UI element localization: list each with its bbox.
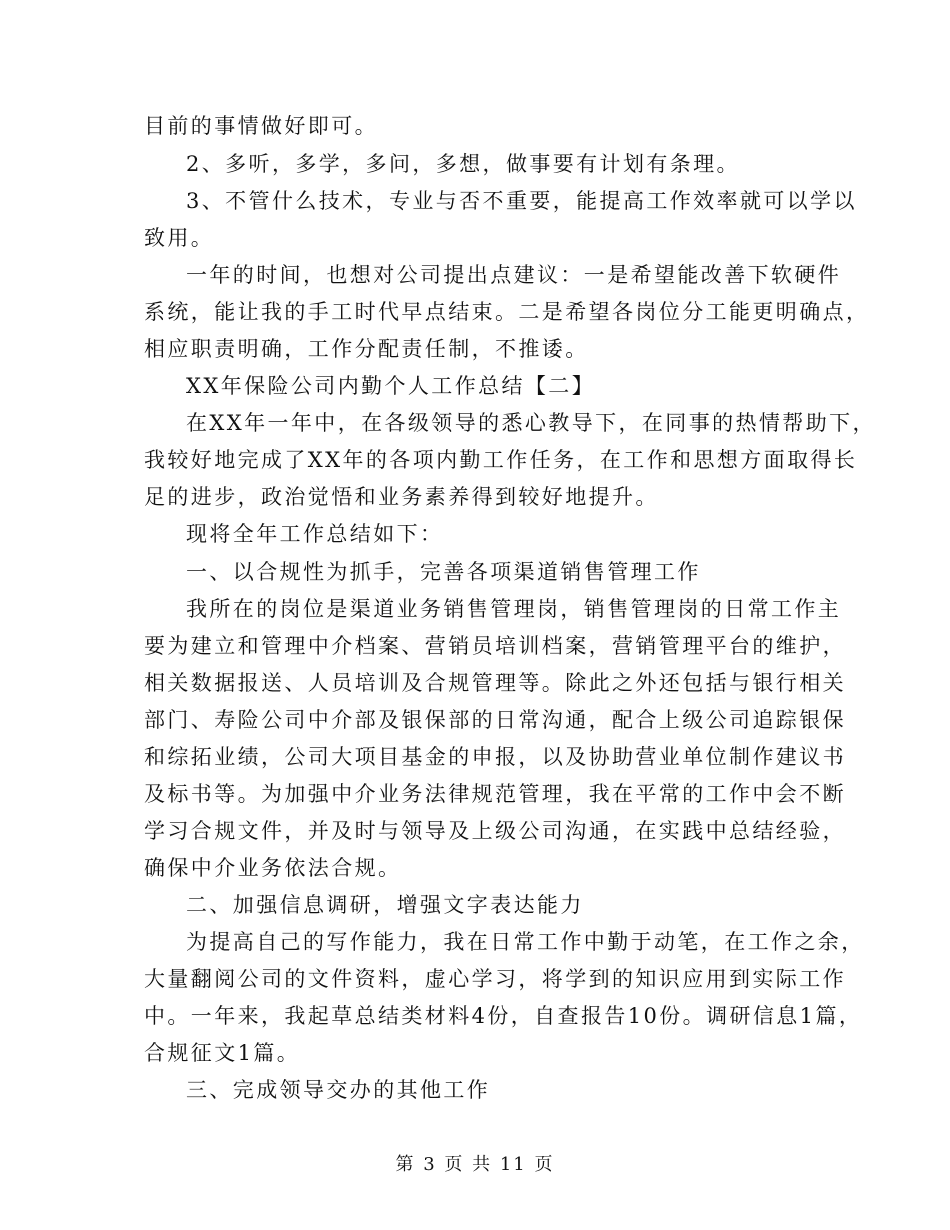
heading-3: 三、完成领导交办的其他工作 — [186, 1078, 491, 1102]
paragraph-line-10: 我较好地完成了XX年的各项内勤工作任务，在工作和思想方面取得长 — [144, 448, 858, 472]
paragraph-line-25: 中。一年来，我起草总结类材料4份，自查报告10份。调研信息1篇， — [144, 1004, 863, 1028]
paragraph-line-19: 及标书等。为加强中介业务法律规范管理，我在平常的工作中会不断 — [144, 782, 846, 806]
heading-2: 二、加强信息调研，增强文字表达能力 — [186, 893, 584, 917]
paragraph-line-1: 目前的事情做好即可。 — [144, 114, 378, 138]
paragraph-line-4: 致用。 — [144, 226, 215, 250]
paragraph-line-6: 系统，能让我的手工时代早点结束。二是希望各岗位分工能更明确点， — [144, 300, 870, 324]
paragraph-line-24: 大量翻阅公司的文件资料，虚心学习，将学到的知识应用到实际工作 — [144, 967, 846, 991]
paragraph-line-16: 相关数据报送、人员培训及合规管理等。除此之外还包括与银行相关 — [144, 671, 846, 695]
paragraph-line-26: 合规征文1篇。 — [144, 1041, 301, 1065]
paragraph-line-2: 2、多听，多学，多问，多想，做事要有计划有条理。 — [186, 152, 740, 176]
paragraph-line-17: 部门、寿险公司中介部及银保部的日常沟通，配合上级公司追踪银保 — [144, 708, 846, 732]
paragraph-line-7: 相应职责明确，工作分配责任制，不推诿。 — [144, 337, 589, 361]
paragraph-line-20: 学习合规文件，并及时与领导及上级公司沟通，在实践中总结经验， — [144, 819, 846, 843]
paragraph-line-18: 和综拓业绩，公司大项目基金的申报，以及协助营业单位制作建议书 — [144, 745, 846, 769]
paragraph-line-9: 在XX年一年中，在各级领导的悉心教导下，在同事的热情帮助下， — [186, 411, 876, 435]
paragraph-line-3: 3、不管什么技术，专业与否不重要，能提高工作效率就可以学以 — [186, 189, 857, 213]
paragraph-line-11: 足的进步，政治觉悟和业务素养得到较好地提升。 — [144, 485, 659, 509]
paragraph-line-15: 要为建立和管理中介档案、营销员培训档案，营销管理平台的维护， — [144, 634, 846, 658]
page-number-footer: 第 3 页 共 11 页 — [395, 1154, 555, 1175]
paragraph-line-12: 现将全年工作总结如下： — [186, 522, 444, 546]
section-title: XX年保险公司内勤个人工作总结【二】 — [186, 374, 596, 398]
heading-1: 一、以合规性为抓手，完善各项渠道销售管理工作 — [186, 560, 701, 584]
paragraph-line-23: 为提高自己的写作能力，我在日常工作中勤于动笔，在工作之余， — [186, 930, 865, 954]
paragraph-line-14: 我所在的岗位是渠道业务销售管理岗，销售管理岗的日常工作主 — [186, 597, 842, 621]
paragraph-line-5: 一年的时间，也想对公司提出点建议：一是希望能改善下软硬件 — [186, 263, 842, 287]
paragraph-line-21: 确保中介业务依法合规。 — [144, 856, 402, 880]
